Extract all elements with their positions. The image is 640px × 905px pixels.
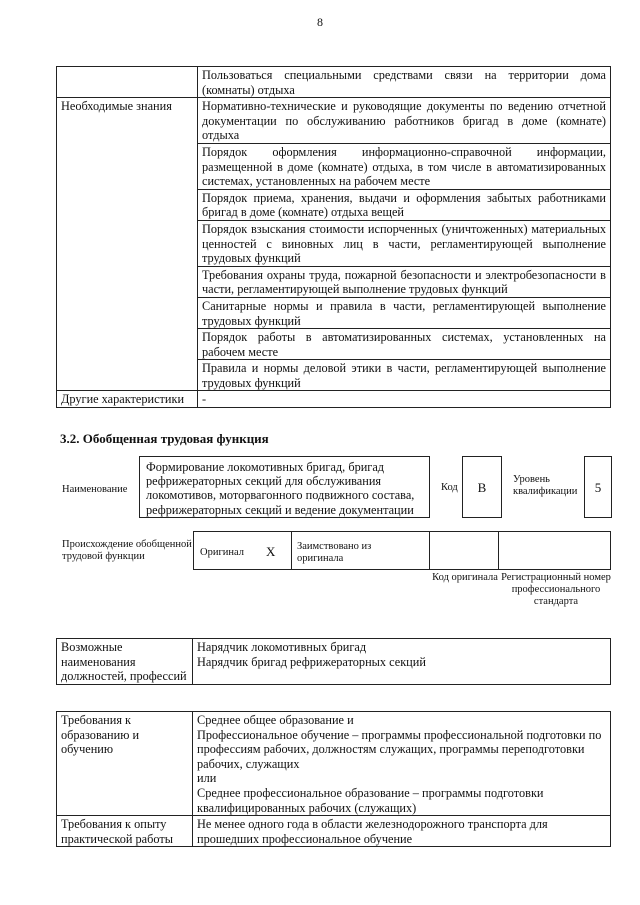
education-line: Среднее профессиональное образование – программы подготовки квалифицированных рабочих (служащих) bbox=[197, 785, 544, 815]
table-cell bbox=[193, 639, 611, 685]
table-row bbox=[57, 816, 611, 847]
education-line: Профессиональное обучение – программы профессиональной подготовки по профессиям рабочих, должностям служащих, программы переподготовки рабочих, служащих bbox=[197, 727, 602, 771]
function-name-box: Формирование локомотивных бригад, бригад рефрижераторных секций для обслуживания локомотивов, моторвагонного подвижного состава, рефрижераторных секций и ведение документации bbox=[139, 456, 430, 518]
table-cell: Правила и нормы деловой этики в части, регламентирующей выполнение трудовых функций bbox=[198, 360, 611, 391]
row-label bbox=[57, 67, 198, 98]
row-label: Другие характеристики bbox=[57, 391, 198, 408]
table-row bbox=[57, 67, 611, 98]
origin-label: Происхождение обобщенной трудовой функции bbox=[62, 539, 192, 562]
position-name: Нарядчик бригад рефрижераторных секций bbox=[197, 654, 426, 669]
code-label: Код bbox=[441, 482, 458, 493]
registration-number-caption: Регистрационный номер профессионального стандарта bbox=[501, 572, 611, 607]
row-label: Требования к опыту практической работы bbox=[57, 816, 193, 847]
origin-row bbox=[193, 531, 611, 570]
original-cell bbox=[194, 532, 292, 569]
education-line: Среднее общее образование и bbox=[197, 713, 354, 727]
table-cell: Санитарные нормы и правила в части, регламентирующей выполнение трудовых функций bbox=[198, 297, 611, 328]
table-cell bbox=[193, 712, 611, 816]
table-cell: Пользоваться специальными средствами связи на территории дома (комнаты) отдыха bbox=[198, 67, 611, 98]
table-cell: - bbox=[198, 391, 611, 408]
original-code-caption: Код оригинала bbox=[432, 572, 498, 583]
table-row bbox=[57, 98, 611, 144]
requirements-table bbox=[56, 711, 611, 847]
table-row bbox=[57, 639, 611, 685]
table-cell: Порядок оформления информационно-справочной информации, размещенной в доме (комнате) отдыха, в том числе в автоматизированных системах, установленных на рабочем месте bbox=[198, 143, 611, 189]
row-label: Необходимые знания bbox=[57, 98, 198, 391]
row-label: Требования к образованию и обучению bbox=[57, 712, 193, 816]
table-cell: Нормативно-технические и руководящие документы по ведению отчетной документации по обслуживанию работников бригад в доме (комнате) отдыха bbox=[198, 98, 611, 144]
borrowed-label: Заимствовано из оригинала bbox=[297, 541, 372, 564]
table-cell: Порядок взыскания стоимости испорченных (уничтоженных) материальных ценностей с виновных лиц в части, регламентирующей выполнение трудовых функций bbox=[198, 220, 611, 266]
borrowed-cell bbox=[292, 532, 430, 569]
education-line: или bbox=[197, 771, 217, 786]
table-cell: Порядок работы в автоматизированных системах, установленных на рабочем месте bbox=[198, 329, 611, 360]
positions-table bbox=[56, 638, 611, 685]
original-mark: X bbox=[266, 544, 276, 559]
page-number: 8 bbox=[317, 15, 323, 29]
original-code-cell bbox=[430, 532, 499, 569]
registration-number-cell bbox=[499, 532, 610, 569]
table-cell: Требования охраны труда, пожарной безопасности и электробезопасности в части, регламентирующей выполнение трудовых функций bbox=[198, 266, 611, 297]
table-row bbox=[57, 712, 611, 816]
code-value-box: B bbox=[462, 456, 502, 518]
table-row bbox=[57, 391, 611, 408]
skills-table bbox=[56, 66, 611, 408]
level-label: Уровень квалификации bbox=[513, 474, 578, 497]
name-label: Наименование bbox=[62, 484, 128, 495]
position-name: Нарядчик локомотивных бригад bbox=[197, 640, 367, 654]
row-label: Возможные наименования должностей, профессий bbox=[57, 639, 193, 685]
table-cell: Не менее одного года в области железнодорожного транспорта для прошедших профессиональное обучение bbox=[193, 816, 611, 847]
section-heading: 3.2. Обобщенная трудовая функция bbox=[60, 431, 269, 446]
original-label: Оригинал bbox=[200, 547, 244, 558]
level-value-box: 5 bbox=[584, 456, 612, 518]
table-cell: Порядок приема, хранения, выдачи и оформления забытых работниками бригад в доме (комнате) отдыха вещей bbox=[198, 189, 611, 220]
